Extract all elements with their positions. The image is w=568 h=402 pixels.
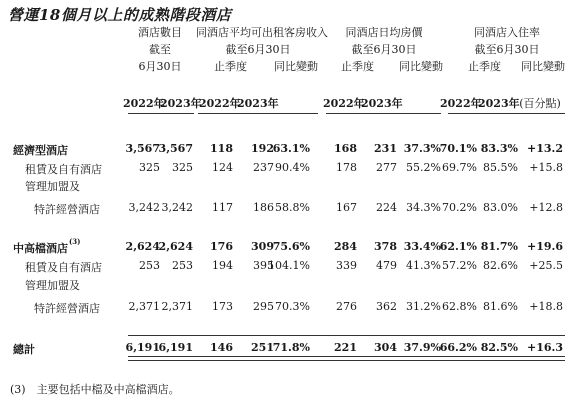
table-row (0, 142, 568, 160)
total-top-line (128, 335, 565, 336)
header-sub-label: 止季度 (341, 60, 374, 73)
table-cell: 82.6% (483, 259, 518, 272)
table-cell: +15.8 (529, 161, 563, 174)
header-change-label: 同比變動 (521, 60, 565, 73)
year-header: 2023年 (361, 97, 403, 110)
row-label: 特許經營酒店 (34, 302, 100, 315)
table-cell: 83.0% (483, 201, 518, 214)
table-cell: 69.7% (442, 161, 477, 174)
table-cell: 146 (210, 341, 233, 354)
table-cell: 62.8% (442, 300, 477, 313)
table-cell: 251 (251, 341, 274, 354)
header-line: 同酒店入住率 (474, 26, 540, 39)
table-cell: 83.3% (480, 142, 518, 155)
table-cell: 6,191 (158, 341, 193, 354)
table-cell: 70.3% (275, 300, 310, 313)
row-label: 中高檔酒店 (13, 242, 68, 255)
header-revpar (196, 24, 328, 75)
table-cell: 37.3% (403, 142, 441, 155)
table-cell: 124 (212, 161, 233, 174)
table-cell: 231 (374, 142, 397, 155)
table-cell: 339 (336, 259, 357, 272)
table-row (0, 201, 568, 219)
table-cell: 295 (253, 300, 274, 313)
footnote: (3) 主要包括中檔及中高檔酒店。 (10, 383, 180, 396)
table-cell: 66.2% (439, 341, 477, 354)
table-cell: +25.5 (529, 259, 563, 272)
table-cell: 55.2% (406, 161, 441, 174)
table-cell: 2,371 (128, 300, 160, 313)
table-cell: 81.6% (483, 300, 518, 313)
year-header: 2023年 (478, 97, 520, 110)
table-cell: 90.4% (275, 161, 310, 174)
table-cell: 58.8% (275, 201, 310, 214)
table-cell: 81.7% (480, 240, 518, 253)
table-cell: 2,624 (158, 240, 193, 253)
table-cell: 57.2% (442, 259, 477, 272)
table-row (0, 178, 568, 196)
table-cell: 221 (334, 341, 357, 354)
table-cell: 194 (212, 259, 233, 272)
table-cell: 117 (212, 201, 233, 214)
row-label: 總計 (13, 343, 35, 356)
header-sub (196, 58, 320, 75)
year-header: 2023年 (160, 97, 202, 110)
table-cell: 3,242 (161, 201, 193, 214)
header-line: 酒店數目 (138, 26, 182, 39)
table-cell: 276 (336, 300, 357, 313)
header-line: 截至 (149, 43, 171, 56)
year-header: 2022年 (199, 97, 241, 110)
footnote-marker: (3) (69, 237, 81, 246)
table-cell: +16.3 (526, 341, 563, 354)
table-cell: 63.1% (272, 142, 310, 155)
table-cell: 178 (336, 161, 357, 174)
year-header: 2022年 (440, 97, 482, 110)
table-cell: 75.6% (272, 240, 310, 253)
table-row (0, 277, 568, 295)
table-cell: 168 (334, 142, 357, 155)
header-divider (128, 113, 194, 114)
table-cell: 325 (139, 161, 160, 174)
year-header: 2022年 (323, 97, 365, 110)
row-label: 經濟型酒店 (13, 144, 68, 157)
table-cell: 186 (253, 201, 274, 214)
header-occupancy (448, 24, 566, 75)
table-cell: 82.5% (480, 341, 518, 354)
table-cell: 325 (172, 161, 193, 174)
table-cell: 3,242 (128, 201, 160, 214)
table-cell: 2,371 (161, 300, 193, 313)
row-label: 租賃及自有酒店 (25, 261, 102, 274)
table-cell: 284 (334, 240, 357, 253)
header-sub-label: 止季度 (214, 60, 247, 73)
header-change-pct-unit: (百分點) (519, 97, 561, 110)
table-cell: 6,191 (125, 341, 160, 354)
header-divider (198, 113, 318, 114)
table-cell: 224 (376, 201, 397, 214)
table-cell: 277 (376, 161, 397, 174)
table-cell: 176 (210, 240, 233, 253)
table-cell: 479 (376, 259, 397, 272)
table-cell: 71.8% (272, 341, 310, 354)
table-cell: 104.1% (268, 259, 310, 272)
table-row (0, 237, 568, 258)
table-cell: 192 (251, 142, 274, 155)
table-cell: 253 (139, 259, 160, 272)
year-header: 2022年 (123, 97, 165, 110)
table-cell: 3,567 (125, 142, 160, 155)
table-cell: +12.8 (529, 201, 563, 214)
table-cell: 167 (336, 201, 357, 214)
header-sub (448, 58, 566, 75)
header-line: 截至6月30日 (474, 43, 540, 56)
table-cell: 378 (374, 240, 397, 253)
table-cell: +19.6 (526, 240, 563, 253)
page-title: 營運18個月以上的成熟階段酒店 (8, 6, 232, 24)
header-adr (325, 24, 443, 75)
row-label: 管理加盟及 (25, 180, 80, 193)
total-double-underline (128, 356, 565, 361)
table-cell: 33.4% (403, 240, 441, 253)
table-cell: 309 (251, 240, 274, 253)
header-divider (326, 113, 441, 114)
table-cell: 173 (212, 300, 233, 313)
table-cell: 34.3% (406, 201, 441, 214)
header-line: 同酒店平均可出租客房收入 (196, 26, 328, 39)
table-cell: +13.2 (526, 142, 563, 155)
header-line: 6月30日 (138, 60, 182, 73)
table-row (0, 300, 568, 318)
header-line: 截至6月30日 (351, 43, 417, 56)
header-divider (448, 113, 565, 114)
header-change-label: 同比變動 (274, 60, 318, 73)
table-cell: 304 (374, 341, 397, 354)
table-cell: 62.1% (439, 240, 477, 253)
year-header: 2023年 (237, 97, 279, 110)
row-label: 管理加盟及 (25, 279, 80, 292)
table-cell: +18.8 (529, 300, 563, 313)
table-cell: 70.1% (439, 142, 477, 155)
table-row (0, 259, 568, 277)
header-hotel-count (127, 24, 193, 75)
table-cell: 85.5% (483, 161, 518, 174)
table-cell: 237 (253, 161, 274, 174)
header-line: 同酒店日均房價 (345, 26, 423, 39)
table-cell: 41.3% (406, 259, 441, 272)
header-line: 截至6月30日 (225, 43, 291, 56)
row-label: 特許經營酒店 (34, 203, 100, 216)
table-cell: 118 (210, 142, 233, 155)
header-sub-label: 止季度 (468, 60, 501, 73)
table-cell: 31.2% (406, 300, 441, 313)
table-cell: 2,624 (125, 240, 160, 253)
row-label: 租賃及自有酒店 (25, 163, 102, 176)
header-change-label: 同比變動 (399, 60, 443, 73)
table-cell: 3,567 (158, 142, 193, 155)
table-cell: 395 (253, 259, 274, 272)
table-cell: 253 (172, 259, 193, 272)
table-row (0, 161, 568, 179)
header-sub (325, 58, 443, 75)
table-cell: 70.2% (442, 201, 477, 214)
table-cell: 362 (376, 300, 397, 313)
table-cell: 37.9% (403, 341, 441, 354)
